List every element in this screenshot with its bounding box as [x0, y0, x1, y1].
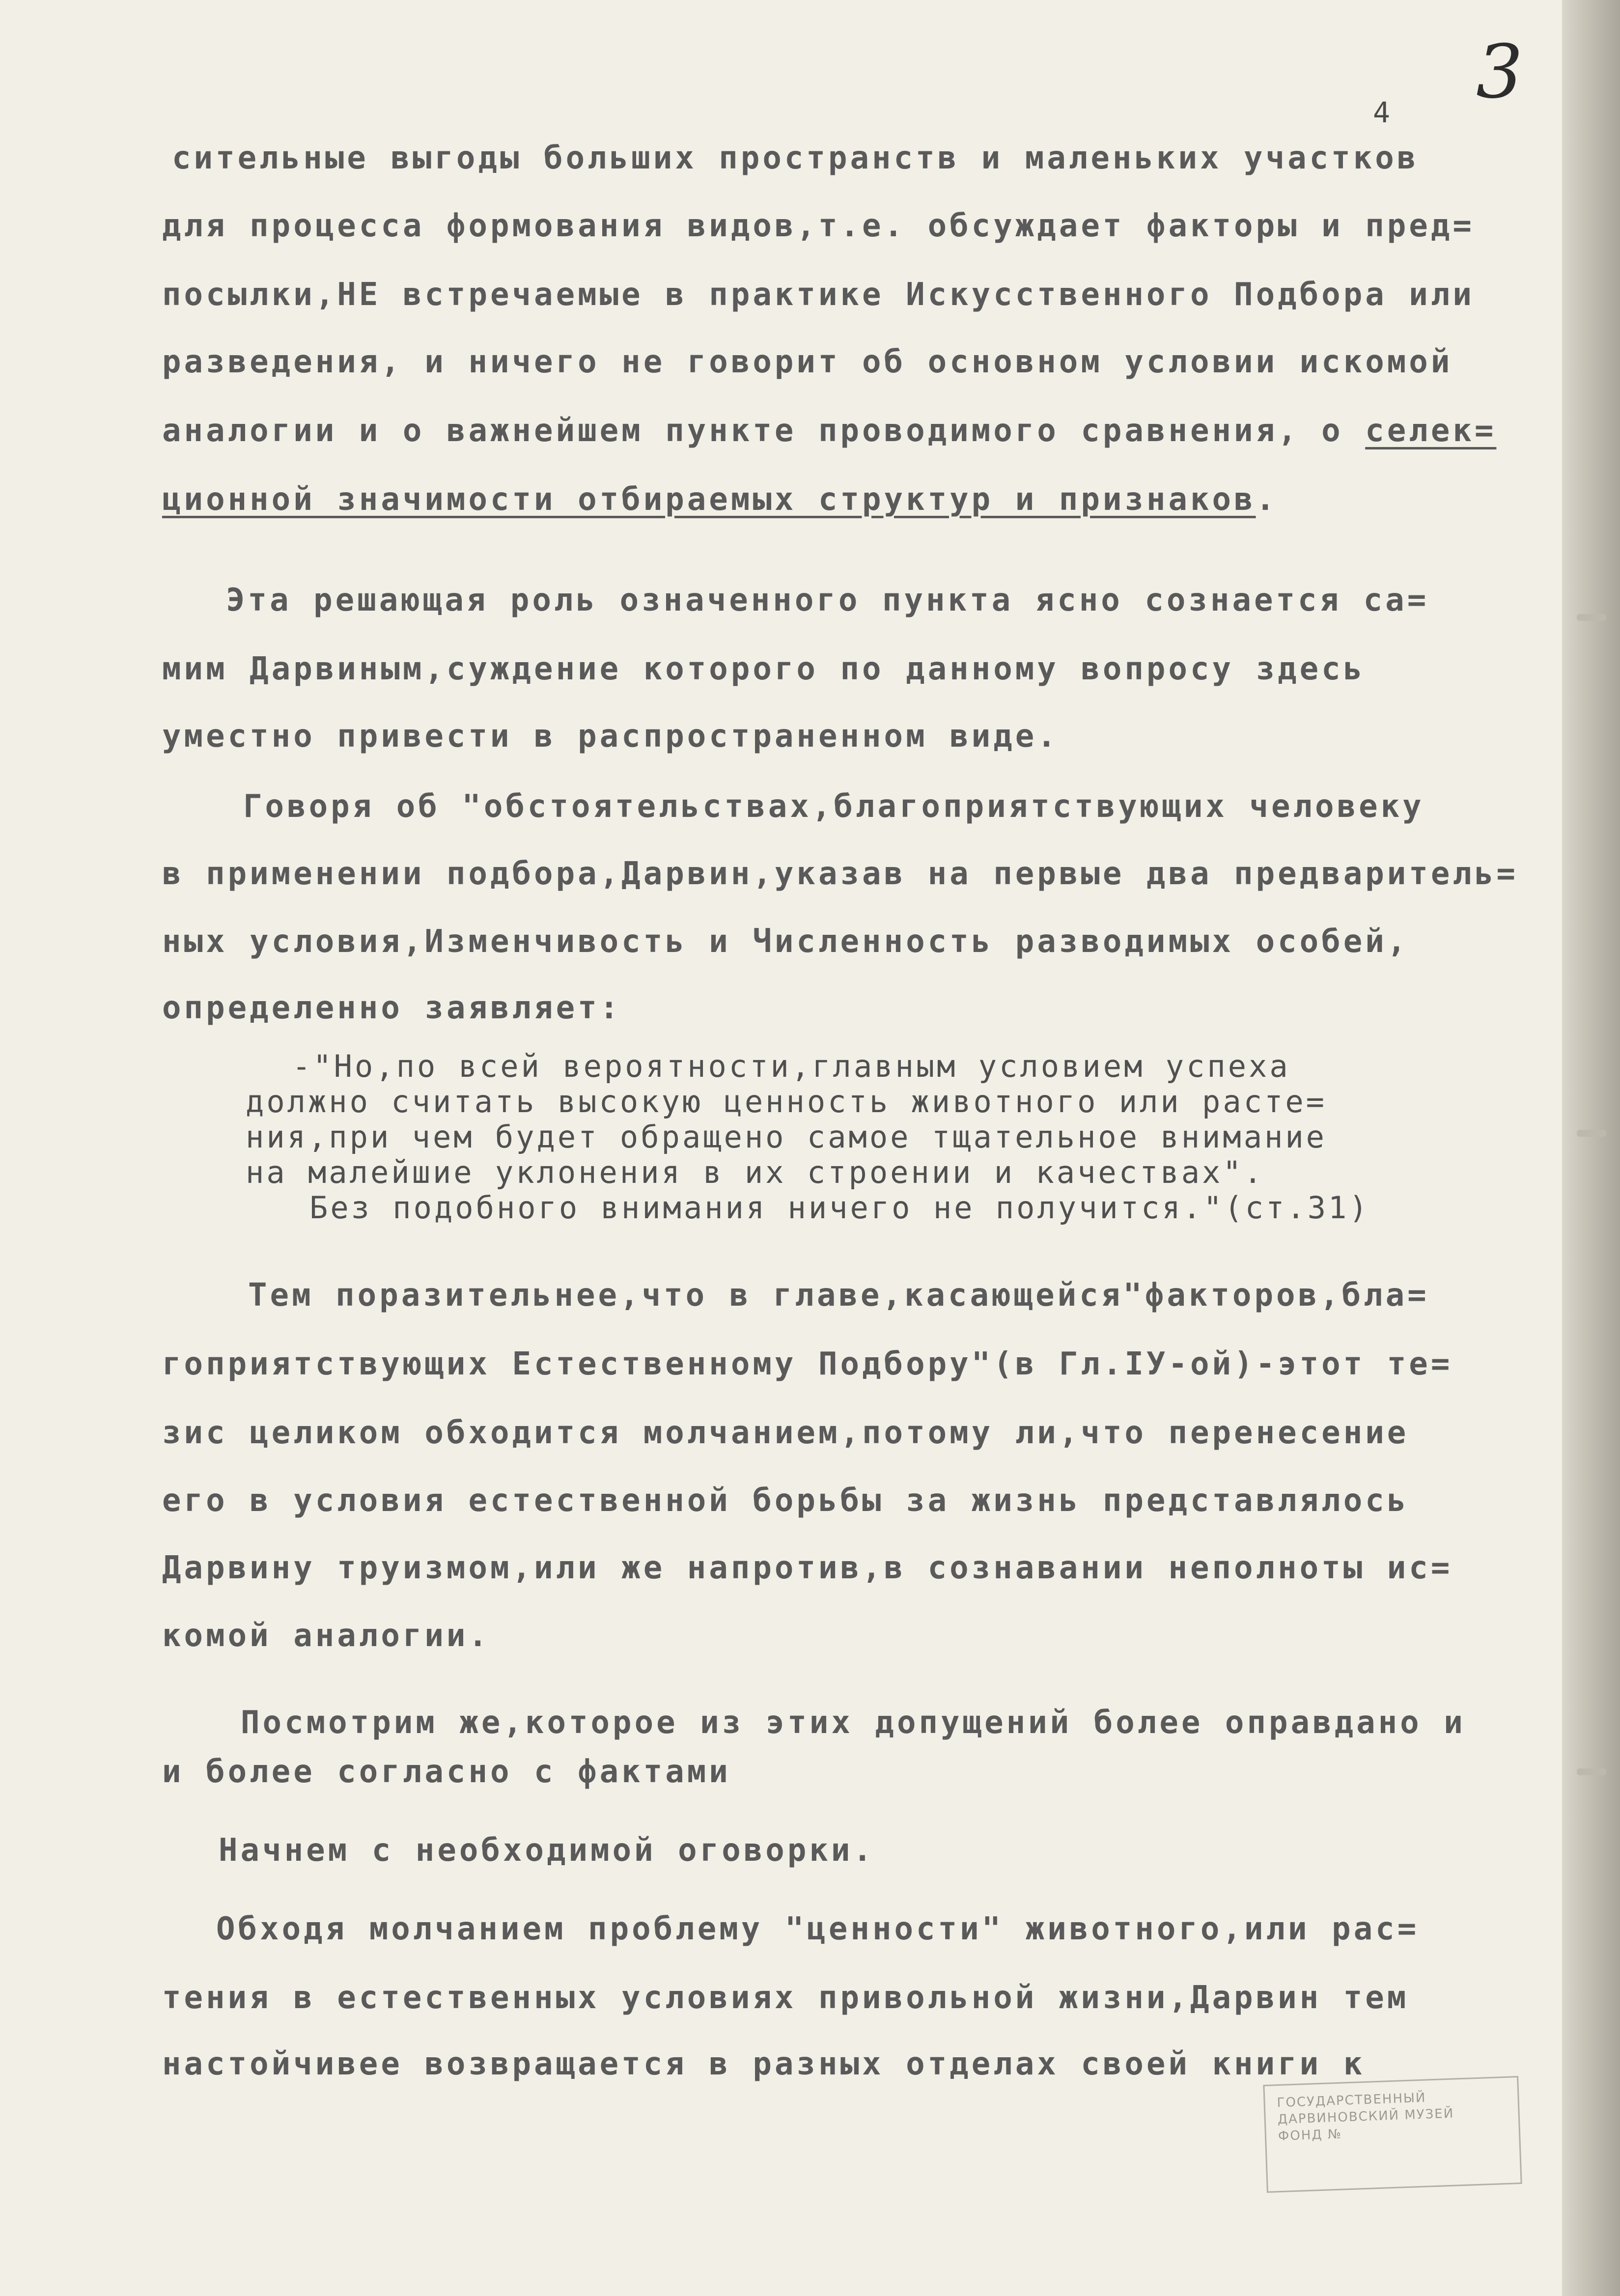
- text-line: тения в естественных условиях привольной жизни,Дарвин тем: [162, 1980, 1409, 2016]
- quote-line: -"Но,по всей вероятности,главным условием успеха: [292, 1048, 1290, 1084]
- text-line: гоприятствующих Естественному Подбору"(в Гл.IУ-ой)-этот те=: [162, 1346, 1453, 1382]
- quote-line: должно считать высокую ценность животного или расте=: [246, 1084, 1327, 1120]
- text-line: мим Дарвиным,суждение которого по данному вопросу здесь: [162, 651, 1366, 687]
- text-line: [162, 415, 1496, 447]
- edge-mark: [1577, 614, 1606, 621]
- text-line: комой аналогии.: [162, 1618, 490, 1654]
- page-number: 4: [1373, 96, 1390, 129]
- text-line-part: аналогии и о важнейшем пункте проводимого сравнения, о: [162, 413, 1366, 449]
- text-line: Обходя молчанием проблему "ценности" животного,или рас=: [216, 1911, 1420, 1947]
- text-line: зис целиком обходится молчанием,потому ли,что перенесение: [162, 1415, 1409, 1451]
- stamp-line: ФОНД №: [1278, 2127, 1342, 2144]
- quote-line: Без подобного внимания ничего не получится."(ст.31): [309, 1190, 1370, 1226]
- page-edge: [1562, 0, 1620, 2296]
- text-line: его в условия естественной борьбы за жизнь представлялось: [162, 1483, 1409, 1519]
- stamp-line: ДАРВИНОВСКИЙ МУЗЕЙ: [1277, 2106, 1454, 2128]
- quote-line: ния,при чем будет обращено самое тщательное внимание: [246, 1119, 1327, 1155]
- text-line: и более согласно с фактами: [162, 1754, 731, 1790]
- text-line: определенно заявляет:: [162, 990, 622, 1026]
- text-line: для процесса формования видов,т.е. обсуждает факторы и пред=: [162, 208, 1475, 244]
- text-line: посылки,НЕ встречаемые в практике Искусственного Подбора или: [162, 277, 1475, 313]
- text-line: в применении подбора,Дарвин,указав на первые два предваритель=: [162, 856, 1518, 892]
- handwritten-folio-number: 3: [1476, 29, 1523, 115]
- text-line: настойчивее возвращается в разных отделах своей книги к: [162, 2046, 1366, 2082]
- text-line: разведения, и ничего не говорит об основном условии искомой: [162, 344, 1453, 380]
- text-line: уместно привести в распространенном виде.: [162, 718, 1059, 755]
- underlined-term: селек=: [1365, 413, 1497, 449]
- text-line: сительные выгоды больших пространств и маленьких участков: [172, 140, 1419, 176]
- quote-line: на малейшие уклонения в их строении и качествах".: [246, 1154, 1265, 1190]
- text-line: Начнем с необходимой оговорки.: [219, 1832, 875, 1869]
- sentence-end: .: [1256, 481, 1278, 518]
- text-line: Говоря об "обстоятельствах,благоприятствующих человеку: [243, 788, 1424, 825]
- edge-mark: [1577, 1768, 1606, 1775]
- stamp-line: ГОСУДАРСТВЕННЫЙ: [1277, 2090, 1426, 2111]
- edge-mark: [1577, 1130, 1606, 1137]
- underlined-phrase: ционной значимости отбираемых структур и признаков: [162, 481, 1256, 518]
- text-line: Тем поразительнее,что в главе,касающейся"факторов,бла=: [248, 1277, 1429, 1314]
- text-line: Эта решающая роль означенного пункта ясно сознается са=: [226, 582, 1429, 618]
- text-line: Дарвину труизмом,или же напротив,в сознавании неполноты ис=: [162, 1550, 1453, 1586]
- text-line: Посмотрим же,которое из этих допущений более оправдано и: [241, 1705, 1466, 1741]
- text-line: ных условия,Изменчивость и Численность разводимых особей,: [162, 924, 1409, 960]
- archive-stamp: [1263, 2076, 1522, 2193]
- text-line: [162, 481, 1278, 518]
